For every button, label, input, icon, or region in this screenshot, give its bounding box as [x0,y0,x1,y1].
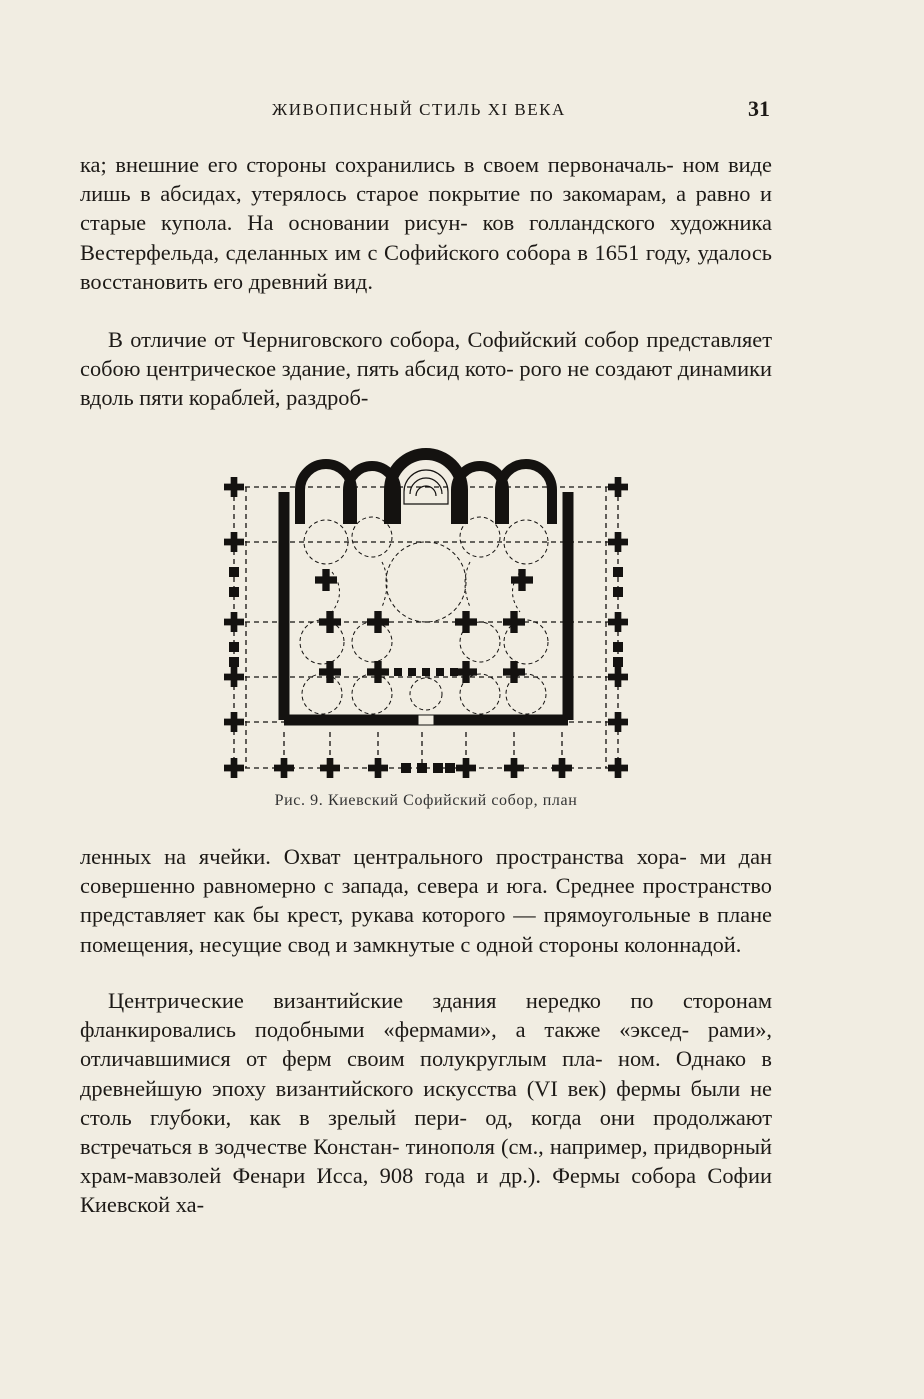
outer-wall [284,492,568,720]
pier [436,668,444,676]
pier [613,567,623,577]
doorway [418,715,434,725]
pier [401,763,411,773]
pier [613,642,623,652]
pillar [608,667,628,687]
pillar [368,758,388,778]
pillar [455,611,477,633]
pier [229,642,239,652]
vault-circle [386,542,466,622]
pillar [608,532,628,552]
pillar [608,712,628,732]
vault-line [332,562,520,612]
page-header [80,96,770,126]
pillar [224,758,244,778]
pillar [367,611,389,633]
pier [229,587,239,597]
paragraph-4: Центрические византийские здания нередко по сторонам фланкировались подобными «фермами», а также «эксед- рами», отличавшимися от ферм своим полукруглым пла- ном. Однако в древнейшую эпоху византийского искусства (VI век) фермы были не столь глубоки, как в зрелый пери- од, когда они продолжают встречаться в зодчестве Констан- тинополя (см., например, придворный храм-мавзолей Фенари Исса, 908 года и др.). Фермы собора Софии Киевской ха- [80,988,772,1218]
vault-circle [302,674,342,714]
pillar [552,758,572,778]
pier [422,668,430,676]
pillar [608,758,628,778]
pillar [224,477,244,497]
pillar [224,712,244,732]
pillar [319,661,341,683]
pillar [315,569,337,591]
pillar [511,569,533,591]
pillar [503,661,525,683]
pillar [504,758,524,778]
pier [229,657,239,667]
pillar [503,611,525,633]
pier [229,567,239,577]
pillar [320,758,340,778]
pier [450,668,458,676]
pillar [224,612,244,632]
cathedral-floor-plan [222,432,630,788]
pillar [224,532,244,552]
vault-circle [300,620,344,664]
pillar [319,611,341,633]
pier [394,668,402,676]
paragraph-2: В отличие от Черниговского собора, Софийский собор представляет собою центрическое здание, пять абсид кото- рого не создают динамики вдоль пяти кораблей, раздроб- [80,327,772,411]
pillar [274,758,294,778]
pillar [456,758,476,778]
pier [417,763,427,773]
page-number: 31 [748,96,770,121]
running-head: ЖИВОПИСНЫЙ СТИЛЬ XI ВЕКА [272,100,566,119]
pier [408,668,416,676]
vault-circle [460,517,500,557]
paragraph-3: ленных на ячейки. Охват центрального пространства хора- ми дан совершенно равномерно с запада, севера и юга. Среднее пространство представляет как бы крест, рукава которого — прямоугольные в плане помещения, несущие свод и замкнутые с одной стороны колоннадой. [80,844,772,957]
pillar [608,477,628,497]
pillar [224,667,244,687]
vault-circle [352,622,392,662]
figure-caption: Рис. 9. Киевский Софийский собор, план [274,792,578,809]
pier [433,763,443,773]
vault-circle [410,678,442,710]
pier [445,763,455,773]
pillar [455,661,477,683]
vault-circle [352,674,392,714]
pier [613,587,623,597]
pier [613,657,623,667]
pillar [608,612,628,632]
paragraph-1: ка; внешние его стороны сохранились в своем первоначаль- ном виде лишь в абсидах, утерялось старое покрытие по закомарам, а равно и старые купола. На основании рисун- ков голландского художника Вестерфельда, сделанных им с Софийского собора в 1651 году, удалось восстановить его древний вид. [80,152,772,294]
